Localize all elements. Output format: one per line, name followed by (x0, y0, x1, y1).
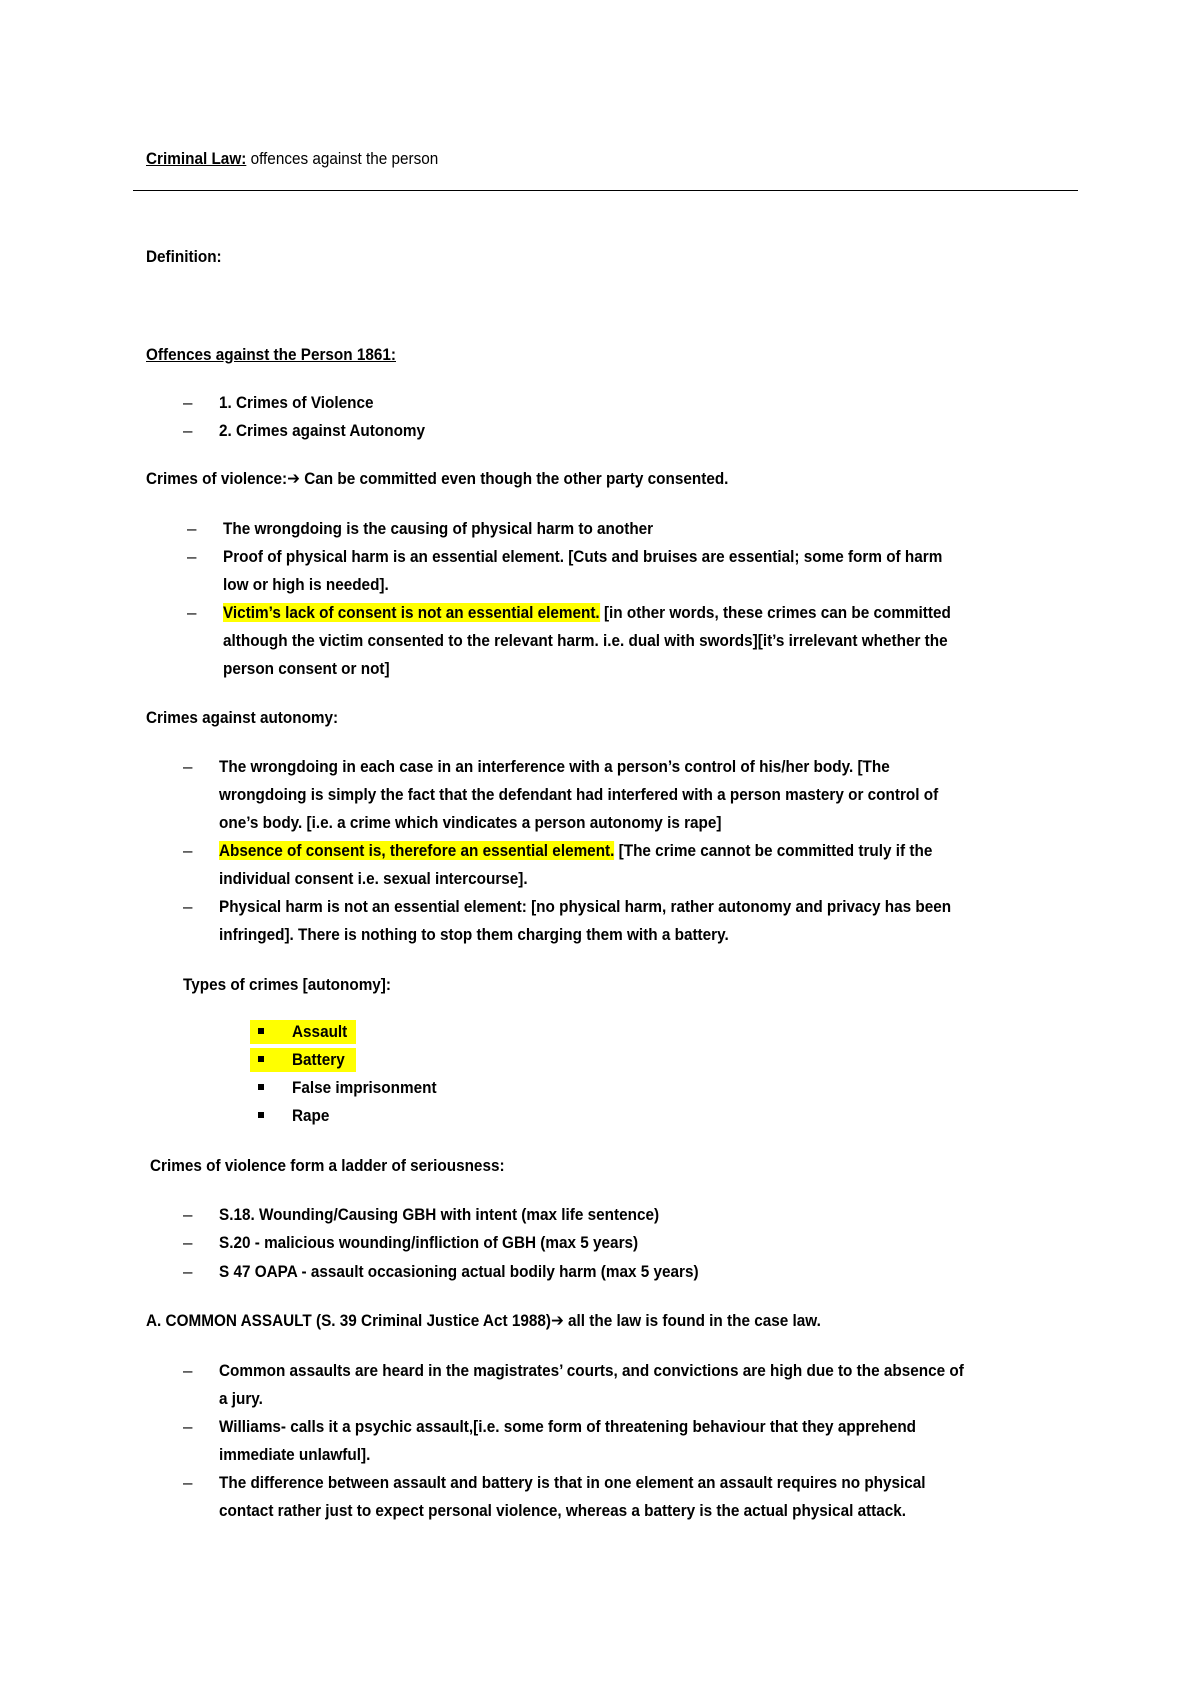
common-assault-bullet-2-line-1: Williams- calls it a psychic assault,[i.e. some form of threatening behaviour that they apprehend (219, 1417, 917, 1436)
dash-bullet: – (187, 519, 197, 538)
autonomy-bullet-2-line-1 (219, 840, 932, 862)
autonomy-bullet-1-line-1: The wrongdoing in each case in an interference with a person’s control of his/her body. [The (219, 757, 890, 776)
autonomy-heading: Crimes against autonomy: (146, 708, 339, 727)
types-item-battery: Battery (292, 1050, 345, 1069)
violence-heading (146, 468, 728, 490)
autonomy-bullet-1-line-3: one’s body. [i.e. a crime which vindicates a person autonomy is rape] (219, 813, 722, 832)
types-heading: Types of crimes [autonomy]: (183, 975, 392, 994)
highlighted-text: Absence of consent is, therefore an essential element. (219, 841, 615, 860)
autonomy-bullet-3-line-1: Physical harm is not an essential element: [no physical harm, rather autonomy and privacy has been (219, 897, 952, 916)
dash-bullet: – (183, 1262, 193, 1281)
dash-bullet: – (183, 1205, 193, 1224)
common-assault-bullet-1-line-1: Common assaults are heard in the magistrates’ courts, and convictions are high due to the absence of (219, 1361, 964, 1380)
violence-bullet-1: The wrongdoing is the causing of physical harm to another (223, 519, 654, 538)
ladder-item-3: S 47 OAPA - assault occasioning actual bodily harm (max 5 years) (219, 1262, 699, 1281)
square-bullet-icon (258, 1084, 264, 1090)
violence-bullet-3-rest: [in other words, these crimes can be committed (599, 603, 951, 622)
page-title (146, 148, 438, 170)
common-assault-heading (146, 1310, 821, 1332)
types-item-false-imprisonment: False imprisonment (292, 1078, 437, 1097)
dash-bullet: – (183, 1473, 193, 1492)
violence-bullet-3-line-1 (223, 602, 951, 624)
highlighted-text: Victim’s lack of consent is not an essential element. (223, 603, 600, 622)
oap-item-2: 2. Crimes against Autonomy (219, 421, 426, 440)
dash-bullet: – (183, 1417, 193, 1436)
title-rest: offences against the person (246, 149, 439, 168)
common-assault-heading-rest: all the law is found in the case law. (563, 1311, 821, 1330)
violence-bullet-2-line-1: Proof of physical harm is an essential element. [Cuts and bruises are essential; some form of harm (223, 547, 943, 566)
common-assault-heading-label: A. COMMON ASSAULT (S. 39 Criminal Justice Act 1988) (146, 1311, 551, 1330)
dash-bullet: – (187, 547, 197, 566)
violence-bullet-3-line-2: although the victim consented to the relevant harm. i.e. dual with swords][it’s irrelevant whether the (223, 631, 948, 650)
definition-heading: Definition: (146, 247, 222, 266)
dash-bullet: – (183, 1233, 193, 1252)
ladder-item-2: S.20 - malicious wounding/infliction of GBH (max 5 years) (219, 1233, 639, 1252)
square-bullet-icon (258, 1028, 264, 1034)
autonomy-bullet-2-line-2: individual consent i.e. sexual intercourse]. (219, 869, 528, 888)
dash-bullet: – (183, 1361, 193, 1380)
dash-bullet: – (183, 393, 193, 412)
dash-bullet: – (183, 421, 193, 440)
dash-bullet: – (183, 841, 193, 860)
arrow-icon: ➔ (550, 1311, 564, 1330)
autonomy-bullet-1-line-2: wrongdoing is simply the fact that the defendant had interfered with a person mastery or control of (219, 785, 939, 804)
title-label: Criminal Law: (146, 149, 247, 168)
ladder-heading: Crimes of violence form a ladder of seriousness: (150, 1156, 505, 1175)
common-assault-bullet-1-line-2: a jury. (219, 1389, 263, 1408)
arrow-icon: ➔ (287, 469, 300, 488)
square-bullet-icon (258, 1056, 264, 1062)
square-bullet-icon (258, 1112, 264, 1118)
common-assault-bullet-3-line-2: contact rather just to expect personal violence, whereas a battery is the actual physical attack. (219, 1501, 907, 1520)
common-assault-bullet-2-line-2: immediate unlawful]. (219, 1445, 371, 1464)
violence-heading-label: Crimes of violence: (146, 469, 288, 488)
autonomy-bullet-2-rest: [The crime cannot be committed truly if the (614, 841, 933, 860)
autonomy-bullet-3-line-2: infringed]. There is nothing to stop them charging them with a battery. (219, 925, 729, 944)
title-divider (133, 190, 1078, 191)
types-item-assault: Assault (292, 1022, 348, 1041)
types-item-rape: Rape (292, 1106, 330, 1125)
oap-heading: Offences against the Person 1861: (146, 345, 397, 364)
violence-bullet-3-line-3: person consent or not] (223, 659, 390, 678)
dash-bullet: – (183, 897, 193, 916)
oap-item-1: 1. Crimes of Violence (219, 393, 374, 412)
dash-bullet: – (183, 757, 193, 776)
dash-bullet: – (187, 603, 197, 622)
violence-heading-rest: Can be committed even though the other party consented. (299, 469, 729, 488)
common-assault-bullet-3-line-1: The difference between assault and battery is that in one element an assault requires no physical (219, 1473, 926, 1492)
violence-bullet-2-line-2: low or high is needed]. (223, 575, 389, 594)
ladder-item-1: S.18. Wounding/Causing GBH with intent (max life sentence) (219, 1205, 660, 1224)
